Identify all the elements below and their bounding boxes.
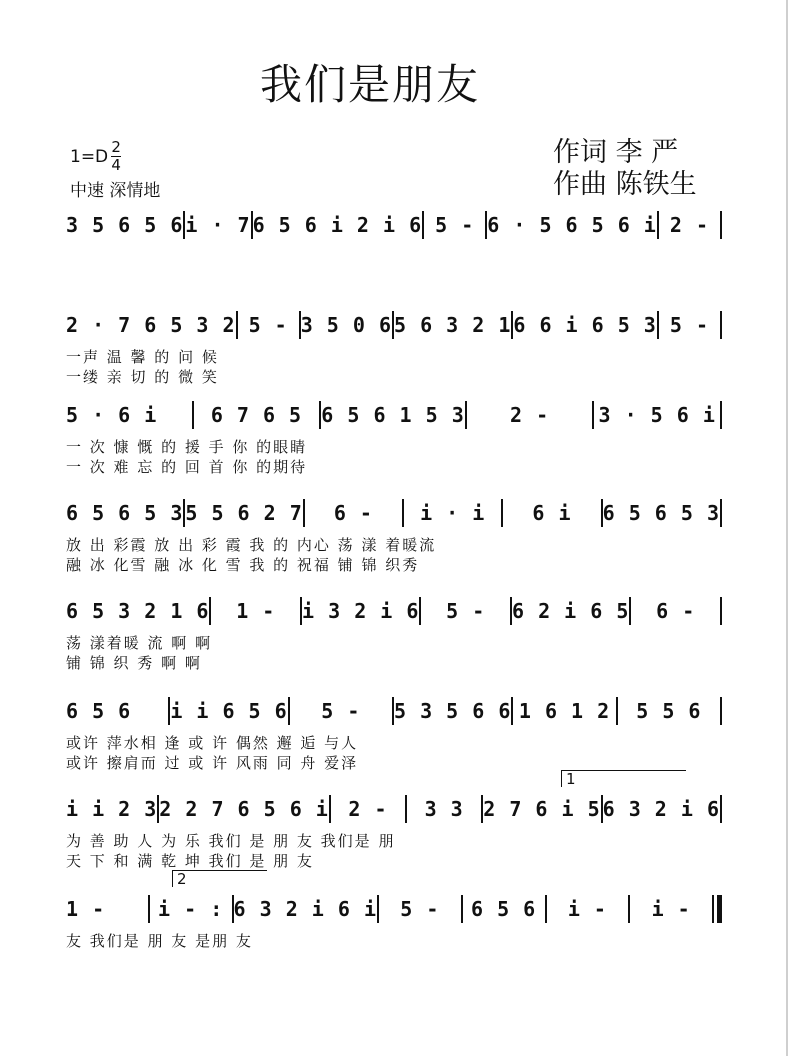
measure: 2 - xyxy=(509,403,550,427)
beats-bottom: 4 xyxy=(111,156,121,174)
lyric-verse-1: 放 出 彩霞 放 出 彩 霞 我 的 内心 荡 漾 着暖流 xyxy=(66,536,437,554)
measure: i i 6 5 6 xyxy=(170,699,288,723)
notes-row xyxy=(66,500,722,526)
measure: 3 5 6 5 6 xyxy=(66,213,184,237)
measure: 6 6 i 6 5 3 xyxy=(513,313,657,337)
measure: 6 5 6 i 2 i 6 xyxy=(252,213,423,237)
measure: 6 · 5 6 5 6 i xyxy=(487,213,657,237)
barline xyxy=(720,211,722,239)
measure: 6 - xyxy=(656,599,696,623)
beats-top: 2 xyxy=(111,138,121,156)
measure: 6 5 6 xyxy=(471,897,537,921)
measure: 5 - xyxy=(248,313,288,337)
measure: i i 2 3 xyxy=(66,797,158,821)
measure: 6 5 3 2 1 6 xyxy=(66,599,210,623)
measure: 6 7 6 5 xyxy=(210,403,303,427)
lyric-verse-2: 或许 擦肩而 过 或 许 风雨 同 舟 爱泽 xyxy=(66,754,359,772)
notes-row xyxy=(66,698,722,724)
measure: 1 6 1 2 xyxy=(518,699,611,723)
measure: 6 - xyxy=(333,501,373,525)
measure: 2 · 7 6 5 3 2 xyxy=(66,313,236,337)
final-barline xyxy=(717,895,722,923)
measure: 5 5 6 2 7 xyxy=(185,501,303,525)
lyric-verse-1: 一 次 慷 慨 的 援 手 你 的眼睛 xyxy=(66,438,308,456)
measure: 6 3 2 i 6 xyxy=(602,797,720,821)
page-edge-rule xyxy=(786,0,788,1056)
notes-row xyxy=(66,312,722,338)
measure: 3 3 xyxy=(424,797,464,821)
lyric-verse-2: 一缕 亲 切 的 微 笑 xyxy=(66,368,219,386)
measure: 6 5 6 5 3 xyxy=(602,501,721,525)
lyric-verse-1: 或许 萍水相 逢 或 许 偶然 邂 逅 与人 xyxy=(66,734,359,752)
measure: 6 3 2 i 6 i xyxy=(233,897,377,921)
measure: 5 - xyxy=(446,599,486,623)
measure: 2 2 7 6 5 6 i xyxy=(159,797,329,821)
barline xyxy=(720,597,722,625)
measure: 5 - xyxy=(669,313,709,337)
song-title: 我们是朋友 xyxy=(259,60,480,109)
measure: 2 - xyxy=(669,213,709,237)
measure: 6 5 6 5 3 xyxy=(66,501,184,525)
measure: 3 · 5 6 i xyxy=(598,403,716,427)
measure: 1 - xyxy=(66,897,106,921)
measure: 6 2 i 6 5 xyxy=(512,599,630,623)
measure: 6 5 6 1 5 3 xyxy=(321,403,465,427)
barline xyxy=(720,311,722,339)
measure: 5 5 6 xyxy=(636,699,702,723)
notes-row xyxy=(66,212,722,238)
measure: 5 - xyxy=(400,897,440,921)
volta-first-ending: 1 xyxy=(561,770,686,787)
volta-second-ending: 2 xyxy=(172,870,267,887)
measure: 2 - xyxy=(348,797,388,821)
lyric-verse-1: 友 我们是 朋 友 是朋 友 xyxy=(66,932,253,950)
measure: 5 · 6 i xyxy=(66,403,158,427)
measure: i - xyxy=(567,897,607,921)
measure: 1 - xyxy=(236,599,276,623)
measure: i · 7 xyxy=(185,213,251,237)
measure: 2 7 6 i 5 xyxy=(483,797,601,821)
lyric-verse-2: 铺 锦 织 秀 啊 啊 xyxy=(66,654,202,672)
measure: i - : xyxy=(158,897,224,921)
notes-row xyxy=(66,598,722,624)
lyric-verse-2: 一 次 难 忘 的 回 首 你 的期待 xyxy=(66,458,308,476)
measure: i 3 2 i 6 xyxy=(302,599,420,623)
measure: 5 6 3 2 1 xyxy=(394,313,512,337)
barline xyxy=(720,697,722,725)
lyric-verse-1: 为 善 助 人 为 乐 我们 是 朋 友 我们是 朋 xyxy=(66,832,396,850)
key-signature xyxy=(70,140,121,173)
measure: i · i xyxy=(420,501,486,525)
notes-row xyxy=(66,896,722,922)
composer-credit: 作曲 陈铁生 xyxy=(553,169,697,200)
notes-row xyxy=(66,402,722,428)
measure: 5 - xyxy=(321,699,361,723)
lyricist-credit: 作词 李 严 xyxy=(553,137,679,168)
barline xyxy=(720,499,722,527)
measure: 5 - xyxy=(435,213,475,237)
time-signature xyxy=(111,140,121,173)
notes-row xyxy=(66,796,722,822)
measure: 3 5 0 6 xyxy=(300,313,393,337)
barline xyxy=(720,401,722,429)
measure: 6 5 6 xyxy=(66,699,132,723)
measure: 6 i xyxy=(532,501,572,525)
lyric-verse-2: 融 冰 化雪 融 冰 化 雪 我 的 祝福 铺 锦 织秀 xyxy=(66,556,420,574)
measure: i - xyxy=(651,897,691,921)
tempo-marking: 中速 深情地 xyxy=(70,181,161,201)
lyric-verse-2: 天 下 和 满 乾 坤 我们 是 朋 友 xyxy=(66,852,314,870)
barline xyxy=(712,895,714,923)
lyric-verse-1: 荡 漾着暖 流 啊 啊 xyxy=(66,634,213,652)
key-prefix: 1=D xyxy=(70,146,109,167)
lyric-verse-1: 一声 温 馨 的 问 候 xyxy=(66,348,219,366)
measure: 5 3 5 6 6 xyxy=(394,699,512,723)
barline xyxy=(720,795,722,823)
